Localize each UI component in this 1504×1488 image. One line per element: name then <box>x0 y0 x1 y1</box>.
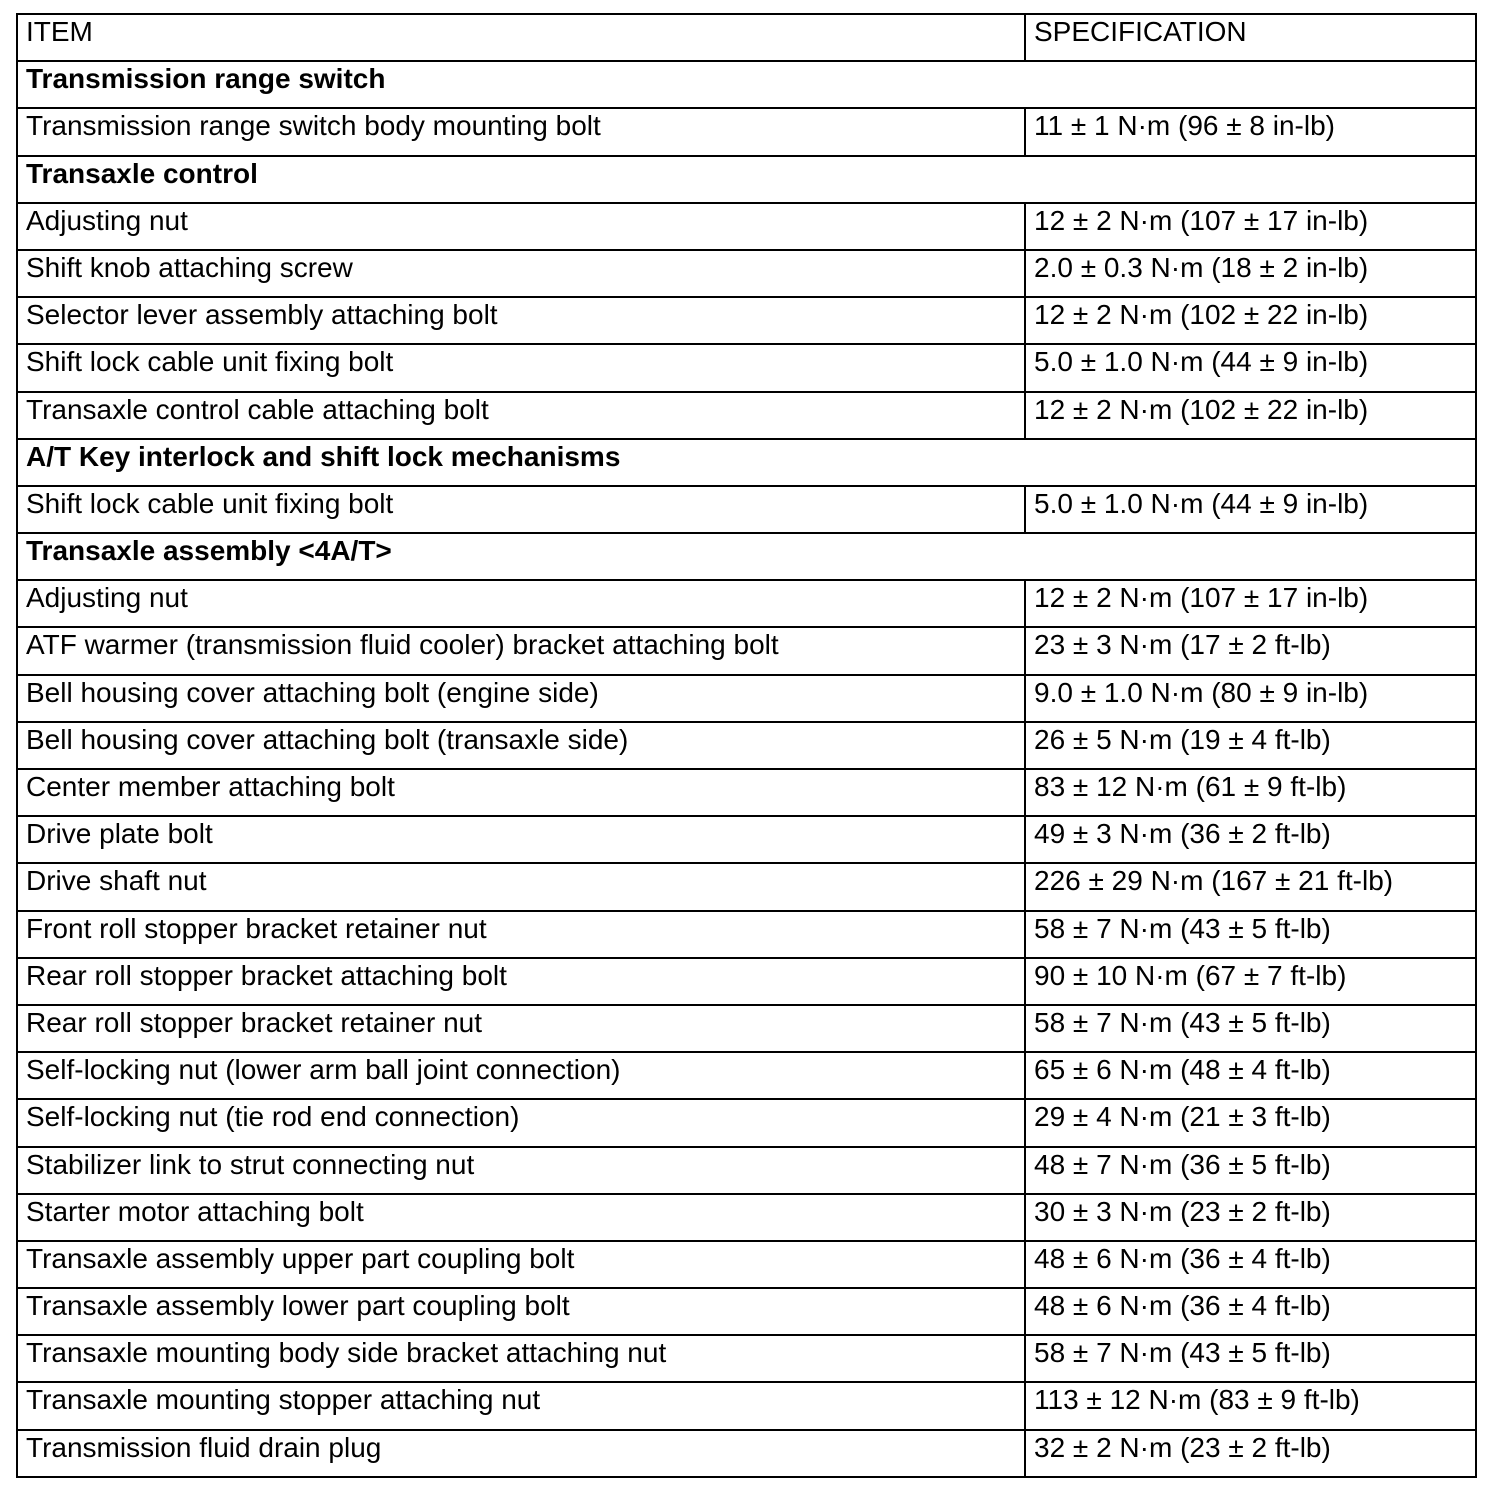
spec-cell: 58 ± 7 N·m (43 ± 5 ft-lb) <box>1025 1335 1476 1382</box>
table-row <box>17 627 1476 674</box>
item-cell: Drive shaft nut <box>17 863 1025 910</box>
item-cell: Bell housing cover attaching bolt (engine side) <box>17 675 1025 722</box>
item-cell: Transaxle mounting body side bracket attaching nut <box>17 1335 1025 1382</box>
item-cell: Drive plate bolt <box>17 816 1025 863</box>
spec-cell: 90 ± 10 N·m (67 ± 7 ft-lb) <box>1025 958 1476 1005</box>
section-title: Transaxle control <box>17 156 1476 203</box>
item-cell: Adjusting nut <box>17 203 1025 250</box>
spec-cell: 11 ± 1 N·m (96 ± 8 in-lb) <box>1025 108 1476 155</box>
table-row <box>17 203 1476 250</box>
spec-cell: 9.0 ± 1.0 N·m (80 ± 9 in-lb) <box>1025 675 1476 722</box>
torque-spec-table <box>16 13 1477 1478</box>
spec-cell: 48 ± 6 N·m (36 ± 4 ft-lb) <box>1025 1241 1476 1288</box>
item-cell: Center member attaching bolt <box>17 769 1025 816</box>
table-row <box>17 1430 1476 1477</box>
item-cell: Transaxle assembly upper part coupling bolt <box>17 1241 1025 1288</box>
spec-cell: 48 ± 7 N·m (36 ± 5 ft-lb) <box>1025 1147 1476 1194</box>
table-row <box>17 1005 1476 1052</box>
item-cell: Stabilizer link to strut connecting nut <box>17 1147 1025 1194</box>
spec-cell: 58 ± 7 N·m (43 ± 5 ft-lb) <box>1025 1005 1476 1052</box>
table-row <box>17 722 1476 769</box>
table-row <box>17 1194 1476 1241</box>
table-row <box>17 1382 1476 1429</box>
table-row <box>17 1147 1476 1194</box>
spec-cell: 113 ± 12 N·m (83 ± 9 ft-lb) <box>1025 1382 1476 1429</box>
table-row <box>17 1099 1476 1146</box>
item-cell: Adjusting nut <box>17 580 1025 627</box>
table-row <box>17 1052 1476 1099</box>
section-title: Transmission range switch <box>17 61 1476 108</box>
item-cell: Self-locking nut (lower arm ball joint connection) <box>17 1052 1025 1099</box>
table-row <box>17 1288 1476 1335</box>
section-row <box>17 533 1476 580</box>
spec-cell: 226 ± 29 N·m (167 ± 21 ft-lb) <box>1025 863 1476 910</box>
section-title: Transaxle assembly <4A/T> <box>17 533 1476 580</box>
item-cell: Transmission range switch body mounting bolt <box>17 108 1025 155</box>
spec-cell: 29 ± 4 N·m (21 ± 3 ft-lb) <box>1025 1099 1476 1146</box>
item-cell: Transaxle assembly lower part coupling bolt <box>17 1288 1025 1335</box>
table-row <box>17 1335 1476 1382</box>
spec-cell: 12 ± 2 N·m (107 ± 17 in-lb) <box>1025 580 1476 627</box>
item-cell: Shift lock cable unit fixing bolt <box>17 344 1025 391</box>
table-row <box>17 486 1476 533</box>
table-row <box>17 769 1476 816</box>
spec-cell: 83 ± 12 N·m (61 ± 9 ft-lb) <box>1025 769 1476 816</box>
table-row <box>17 344 1476 391</box>
header-row <box>17 14 1476 61</box>
spec-cell: 30 ± 3 N·m (23 ± 2 ft-lb) <box>1025 1194 1476 1241</box>
table-header <box>17 14 1476 61</box>
section-title: A/T Key interlock and shift lock mechanisms <box>17 439 1476 486</box>
spec-cell: 5.0 ± 1.0 N·m (44 ± 9 in-lb) <box>1025 344 1476 391</box>
item-cell: Transaxle control cable attaching bolt <box>17 392 1025 439</box>
item-cell: Selector lever assembly attaching bolt <box>17 297 1025 344</box>
table-row <box>17 297 1476 344</box>
spec-cell: 26 ± 5 N·m (19 ± 4 ft-lb) <box>1025 722 1476 769</box>
table-row <box>17 250 1476 297</box>
spec-cell: 5.0 ± 1.0 N·m (44 ± 9 in-lb) <box>1025 486 1476 533</box>
spec-cell: 23 ± 3 N·m (17 ± 2 ft-lb) <box>1025 627 1476 674</box>
spec-cell: 12 ± 2 N·m (102 ± 22 in-lb) <box>1025 297 1476 344</box>
table-row <box>17 392 1476 439</box>
table-body <box>17 61 1476 1477</box>
item-cell: Bell housing cover attaching bolt (transaxle side) <box>17 722 1025 769</box>
table-row <box>17 816 1476 863</box>
section-row <box>17 61 1476 108</box>
spec-cell: 65 ± 6 N·m (48 ± 4 ft-lb) <box>1025 1052 1476 1099</box>
item-cell: Rear roll stopper bracket attaching bolt <box>17 958 1025 1005</box>
item-cell: Front roll stopper bracket retainer nut <box>17 911 1025 958</box>
table-row <box>17 580 1476 627</box>
spec-cell: 2.0 ± 0.3 N·m (18 ± 2 in-lb) <box>1025 250 1476 297</box>
table-row <box>17 911 1476 958</box>
table-row <box>17 958 1476 1005</box>
spec-cell: 58 ± 7 N·m (43 ± 5 ft-lb) <box>1025 911 1476 958</box>
table-row <box>17 1241 1476 1288</box>
section-row <box>17 156 1476 203</box>
item-cell: Self-locking nut (tie rod end connection) <box>17 1099 1025 1146</box>
item-cell: Rear roll stopper bracket retainer nut <box>17 1005 1025 1052</box>
item-cell: Shift knob attaching screw <box>17 250 1025 297</box>
spec-cell: 32 ± 2 N·m (23 ± 2 ft-lb) <box>1025 1430 1476 1477</box>
item-cell: Transmission fluid drain plug <box>17 1430 1025 1477</box>
item-cell: Shift lock cable unit fixing bolt <box>17 486 1025 533</box>
item-cell: Transaxle mounting stopper attaching nut <box>17 1382 1025 1429</box>
item-cell: ATF warmer (transmission fluid cooler) bracket attaching bolt <box>17 627 1025 674</box>
spec-cell: 49 ± 3 N·m (36 ± 2 ft-lb) <box>1025 816 1476 863</box>
spec-cell: 12 ± 2 N·m (102 ± 22 in-lb) <box>1025 392 1476 439</box>
spec-cell: 12 ± 2 N·m (107 ± 17 in-lb) <box>1025 203 1476 250</box>
item-cell: Starter motor attaching bolt <box>17 1194 1025 1241</box>
section-row <box>17 439 1476 486</box>
table-row <box>17 675 1476 722</box>
table-row <box>17 108 1476 155</box>
table-row <box>17 863 1476 910</box>
header-item: ITEM <box>17 14 1025 61</box>
header-specification: SPECIFICATION <box>1025 14 1476 61</box>
spec-cell: 48 ± 6 N·m (36 ± 4 ft-lb) <box>1025 1288 1476 1335</box>
